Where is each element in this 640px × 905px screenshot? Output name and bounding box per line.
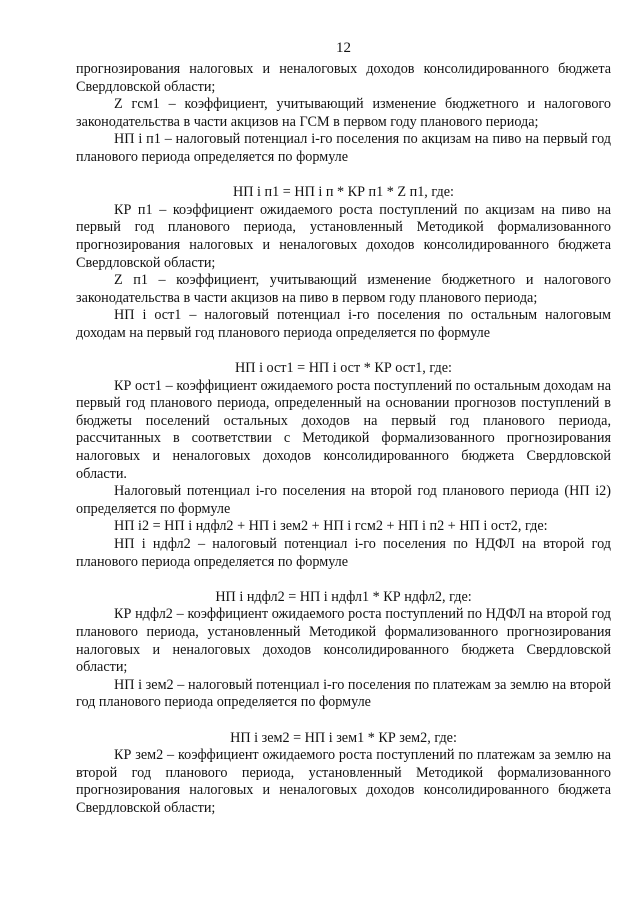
page-number: 12 (336, 40, 351, 56)
paragraph-kr-zem2: КР зем2 – коэффициент ожидаемого роста поступлений по платежам за землю на второй год планового периода, установленный Методикой формализованного прогнозирования налоговых и неналоговых доходов консолидированного бюджета Свердловской области; (76, 747, 611, 816)
paragraph-np-zem2-intro: НП i зем2 – налоговый потенциал i-го поселения по платежам за землю на второй год планового периода определяется по формуле (76, 676, 611, 711)
paragraph-1: прогнозирования налоговых и неналоговых доходов консолидированного бюджета Свердловской области; (76, 61, 611, 95)
formula-np-i2: НП i2 = НП i ндфл2 + НП i зем2 + НП i гсм2 + НП i п2 + НП i ост2, где: (114, 518, 548, 535)
formula-np-ost1: НП i ост1 = НП i ост * КР ост1, где: (235, 360, 452, 377)
paragraph-kr-p1: КР п1 – коэффициент ожидаемого роста поступлений по акцизам на пиво на первый год планового периода, установленный Методикой формализованного прогнозирования налоговых и неналоговых доходов консолидированного бюджета Свердловской области; (76, 201, 611, 271)
paragraph-kr-ndfl2: КР ндфл2 – коэффициент ожидаемого роста поступлений по НДФЛ на второй год планового периода, установленный Методикой формализованного прогнозирования налоговых и неналоговых доходов консолидированного бюджета Свердловской области; (76, 606, 611, 676)
document-page (76, 0, 611, 818)
paragraph-kr-ost1: КР ост1 – коэффициент ожидаемого роста поступлений по остальным доходам на первый год планового периода, определенный на основании прогнозов поступлений в бюджеты поселений остальных доходов на первый год планового периода, рассчитанных в соответствии с Методикой формализованного прогнозирования налоговых и неналоговых доходов консолидированного бюджета Свердловской области. (76, 377, 611, 482)
paragraph-np-p1-intro: НП i п1 – налоговый потенциал i-го поселения по акцизам на пиво на первый год планового периода определяется по формуле (76, 131, 611, 165)
paragraph-np-ost1-intro: НП i ост1 – налоговый потенциал i-го поселения по остальным налоговым доходам на первый год планового периода определяется по формуле (76, 307, 611, 341)
formula-np-p1: НП i п1 = НП i п * КР п1 * Z п1, где: (233, 184, 454, 201)
paragraph-z-p1: Z п1 – коэффициент, учитывающий изменение бюджетного и налогового законодательства в части акцизов на пиво в первом году планового периода; (76, 272, 611, 306)
paragraph-z-gsm1: Z гсм1 – коэффициент, учитывающий изменение бюджетного и налогового законодательства в части акцизов на ГСМ в первом году планового периода; (76, 96, 611, 130)
paragraph-np-ndfl2-intro: НП i ндфл2 – налоговый потенциал i-го поселения по НДФЛ на второй год планового периода определяется по формуле (76, 536, 611, 570)
paragraph-np-i2-intro: Налоговый потенциал i-го поселения на второй год планового периода (НП i2) определяется по формуле (76, 483, 611, 517)
formula-np-ndfl2: НП i ндфл2 = НП i ндфл1 * КР ндфл2, где: (215, 588, 472, 605)
formula-np-zem2: НП i зем2 = НП i зем1 * КР зем2, где: (230, 729, 457, 746)
